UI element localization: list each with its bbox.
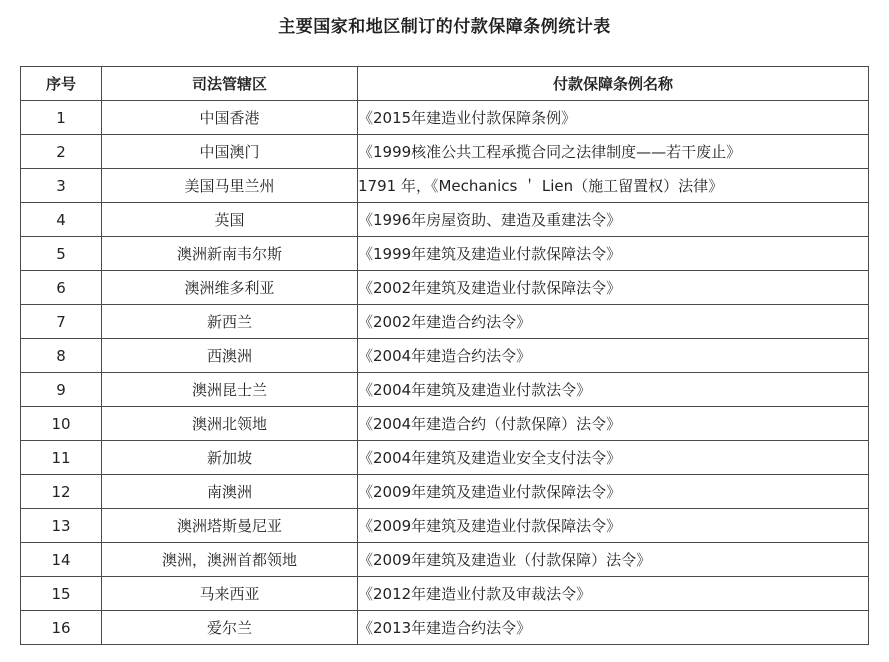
cell-regulation-name: 1791 年，《Mechanics ＇ Lien（施工留置权）法律》 bbox=[358, 169, 869, 203]
table-row bbox=[21, 169, 869, 203]
cell-serial-number: 3 bbox=[21, 169, 102, 203]
cell-jurisdiction: 新加坡 bbox=[102, 441, 358, 475]
cell-regulation-name: 《2002年建筑及建造业付款保障法令》 bbox=[358, 271, 869, 305]
cell-regulation-name: 《1999年建筑及建造业付款保障法令》 bbox=[358, 237, 869, 271]
cell-serial-number: 10 bbox=[21, 407, 102, 441]
cell-serial-number: 16 bbox=[21, 611, 102, 645]
table-row bbox=[21, 407, 869, 441]
cell-regulation-name: 《2004年建造合约法令》 bbox=[358, 339, 869, 373]
table-header-row bbox=[21, 67, 869, 101]
cell-jurisdiction: 马来西亚 bbox=[102, 577, 358, 611]
table-row bbox=[21, 203, 869, 237]
table-row bbox=[21, 543, 869, 577]
cell-regulation-name: 《2012年建造业付款及审裁法令》 bbox=[358, 577, 869, 611]
cell-jurisdiction: 中国澳门 bbox=[102, 135, 358, 169]
cell-regulation-name: 《2013年建造合约法令》 bbox=[358, 611, 869, 645]
cell-serial-number: 6 bbox=[21, 271, 102, 305]
cell-serial-number: 15 bbox=[21, 577, 102, 611]
table-row bbox=[21, 305, 869, 339]
table-row bbox=[21, 339, 869, 373]
cell-serial-number: 2 bbox=[21, 135, 102, 169]
table-row bbox=[21, 135, 869, 169]
cell-regulation-name: 《2002年建造合约法令》 bbox=[358, 305, 869, 339]
table-body bbox=[21, 101, 869, 645]
table-row bbox=[21, 237, 869, 271]
header-jurisdiction: 司法管辖区 bbox=[102, 67, 358, 101]
statistics-table bbox=[20, 66, 869, 645]
cell-serial-number: 4 bbox=[21, 203, 102, 237]
cell-jurisdiction: 英国 bbox=[102, 203, 358, 237]
cell-regulation-name: 《2015年建造业付款保障条例》 bbox=[358, 101, 869, 135]
document-title: 主要国家和地区制订的付款保障条例统计表 bbox=[278, 17, 611, 37]
table-row bbox=[21, 373, 869, 407]
cell-serial-number: 5 bbox=[21, 237, 102, 271]
cell-serial-number: 12 bbox=[21, 475, 102, 509]
table-row bbox=[21, 509, 869, 543]
cell-jurisdiction: 南澳洲 bbox=[102, 475, 358, 509]
table-row bbox=[21, 101, 869, 135]
cell-jurisdiction: 澳洲，澳洲首都领地 bbox=[102, 543, 358, 577]
cell-regulation-name: 《2009年建筑及建造业（付款保障）法令》 bbox=[358, 543, 869, 577]
cell-regulation-name: 《2004年建筑及建造业付款法令》 bbox=[358, 373, 869, 407]
cell-jurisdiction: 澳洲昆士兰 bbox=[102, 373, 358, 407]
table-row bbox=[21, 441, 869, 475]
cell-jurisdiction: 新西兰 bbox=[102, 305, 358, 339]
cell-serial-number: 13 bbox=[21, 509, 102, 543]
cell-jurisdiction: 中国香港 bbox=[102, 101, 358, 135]
cell-regulation-name: 《1999核准公共工程承揽合同之法律制度——若干废止》 bbox=[358, 135, 869, 169]
cell-serial-number: 7 bbox=[21, 305, 102, 339]
cell-regulation-name: 《1996年房屋资助、建造及重建法令》 bbox=[358, 203, 869, 237]
table-row bbox=[21, 611, 869, 645]
cell-serial-number: 11 bbox=[21, 441, 102, 475]
table-row bbox=[21, 271, 869, 305]
cell-regulation-name: 《2009年建筑及建造业付款保障法令》 bbox=[358, 475, 869, 509]
cell-serial-number: 1 bbox=[21, 101, 102, 135]
table-row bbox=[21, 577, 869, 611]
cell-jurisdiction: 美国马里兰州 bbox=[102, 169, 358, 203]
cell-regulation-name: 《2004年建筑及建造业安全支付法令》 bbox=[358, 441, 869, 475]
cell-jurisdiction: 澳洲维多利亚 bbox=[102, 271, 358, 305]
cell-jurisdiction: 澳洲塔斯曼尼亚 bbox=[102, 509, 358, 543]
cell-serial-number: 9 bbox=[21, 373, 102, 407]
table-row bbox=[21, 475, 869, 509]
cell-jurisdiction: 西澳洲 bbox=[102, 339, 358, 373]
header-regulation-name: 付款保障条例名称 bbox=[358, 67, 869, 101]
cell-jurisdiction: 澳洲北领地 bbox=[102, 407, 358, 441]
header-serial-number: 序号 bbox=[21, 67, 102, 101]
cell-serial-number: 14 bbox=[21, 543, 102, 577]
cell-regulation-name: 《2004年建造合约（付款保障）法令》 bbox=[358, 407, 869, 441]
cell-jurisdiction: 爱尔兰 bbox=[102, 611, 358, 645]
cell-jurisdiction: 澳洲新南韦尔斯 bbox=[102, 237, 358, 271]
cell-serial-number: 8 bbox=[21, 339, 102, 373]
cell-regulation-name: 《2009年建筑及建造业付款保障法令》 bbox=[358, 509, 869, 543]
